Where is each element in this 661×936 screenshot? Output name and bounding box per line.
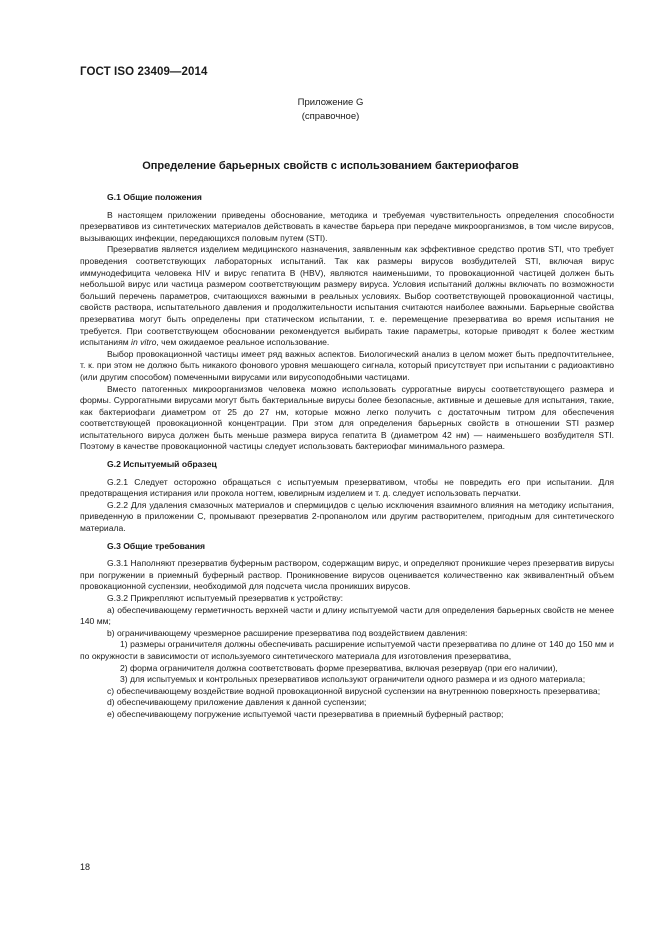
paragraph-g2-1: G.2.1 Следует осторожно обращаться с испытуемым презервативом, чтобы не повредить его при испытании. Для предотвращения истирания или прокола ногтем, ювелирным изделием и т. д. следует использовать перчатки.: [80, 476, 614, 499]
heading-g3: G.3 Общие требования: [107, 540, 206, 551]
list-item-a: a) обеспечивающему герметичность верхней части и длину испытуемой части для определения барьерных свойств не менее 140 мм;: [80, 604, 614, 627]
paragraph-g1-2-end: , чем ожидаемое реальное использование.: [156, 337, 330, 348]
list-item-b: b) ограничивающему чрезмерное расширение презерватива под воздействием давления:: [107, 627, 468, 638]
document-body: [80, 186, 614, 721]
in-vitro-term: in vitro: [131, 337, 157, 348]
paragraph-g3-1: G.3.1 Наполняют презерватив буферным раствором, содержащим вирус, и определяют проникшие через презерватив вирусы при погружении в приемный буферный раствор. Проникновение вирусов оценивается количественно как эквивалентный объем провокационной суспензии, необходимой для подсчета числа проникших вирусов.: [80, 558, 614, 592]
list-item-d: d) обеспечивающему приложение давления к данной суспензии;: [107, 697, 367, 708]
list-item-b3: 3) для испытуемых и контрольных презервативов используют ограничители одного размера и из одного материала;: [120, 674, 586, 685]
heading-g1: G.1 Общие положения: [107, 192, 202, 202]
annex-kind: (справочное): [301, 111, 360, 122]
annex-title: Приложение G: [297, 97, 364, 108]
list-item-c: c) обеспечивающему воздействие водной провокационной вирусной суспензии на внутреннюю поверхность презерватива;: [107, 685, 601, 696]
section-title: Определение барьерных свойств с использованием бактериофагов: [142, 160, 519, 172]
paragraph-g1-2-text: Презерватив является изделием медицинского назначения, заявленным как эффективное средство против STI, что требует проведения соответствующих лабораторных испытаний. Так как размеры вирусов возбудителей STI, включая вирус иммунодефицита человека HIV и вирус гепатита B (HBV), являются наименьшими, то провокационной частицей должен быть небольшой вирус или частица размером соответствующим размеру вируса. Условия испытаний должны включать по возможности больший перечень параметров, считающихся важными в реальных условиях. Выбор соответствующей провокационной частицы, свойств раствора, испытательного давления и продолжительности испытания считаются наиболее важными. Барьерные свойства презерватива могут быть определены при статическом испытании, т. е. перемещение презерватива во время испытания не требуется. При соответствующем обосновании рекомендуется выбирать такие параметры, которые приводят к более жестким испытаниям: [80, 244, 614, 348]
paragraph-g1-1: В настоящем приложении приведены обоснование, методика и требуемая чувствительность определения способности презервативов из синтетических материалов действовать в качестве барьера при передаче микроорганизмов, в том числе вирусов, вызывающих инфекции, передающихся половым путем (STI).: [80, 209, 614, 243]
page-number: 18: [80, 862, 91, 872]
list-item-b2: 2) форма ограничителя должна соответствовать форме презерватива, включая резервуар (при его наличии),: [120, 662, 558, 673]
paragraph-g1-2: [80, 244, 614, 348]
heading-g2: G.2 Испытуемый образец: [107, 459, 217, 470]
paragraph-g3-2: G.3.2 Прикрепляют испытуемый презерватив к устройству:: [107, 593, 344, 603]
list-item-b1: 1) размеры ограничителя должны обеспечивать расширение испытуемой части презерватива по длине от 140 до 150 мм и по окружности в зависимости от используемого синтетического материала для изготовления презерватива,: [80, 639, 614, 661]
paragraph-g2-2: G.2.2 Для удаления смазочных материалов и спермицидов с целью исключения взаимного влияния на методику испытания, приведенную в приложении C, промывают презерватив 2-пропанолом или другим растворителем, пригодным для синтетического материала.: [80, 499, 614, 534]
paragraph-g1-4: Вместо патогенных микроорганизмов человека можно использовать суррогатные вирусы соответствующего размера и формы. Суррогатными вирусами могут быть бактериальные вирусы более безопасные, активные и дешевые для испытания, такие, как бактериофаги диаметром от 25 до 27 нм, которые можно легко получить с достаточным титром для обеспечения соответствующей провокационной концентрации. При этом для определения барьерных свойств в отношении STI размер испытательного вируса должен быть меньше размера вируса гепатита B (диаметром 42 нм) — наименьшего возбудителя STI. Поэтому в качестве провокационной частицы следует использовать бактериофаг минимального размера.: [80, 383, 614, 452]
document-header: ГОСТ ISO 23409—2014: [80, 66, 208, 78]
list-item-e: e) обеспечивающему погружение испытуемой части презерватива в приемный буферный раствор;: [107, 708, 504, 719]
annex-heading: [0, 96, 661, 124]
paragraph-g1-3: Выбор провокационной частицы имеет ряд важных аспектов. Биологический анализ в целом может быть предпочтительнее, т. к. при этом не должно быть никакого фонового уровня мешающего сигнала, который присутствует при испытании с радиоактивно (или другим способом) помеченными вирусами или вирусоподобными частицами.: [80, 348, 614, 382]
